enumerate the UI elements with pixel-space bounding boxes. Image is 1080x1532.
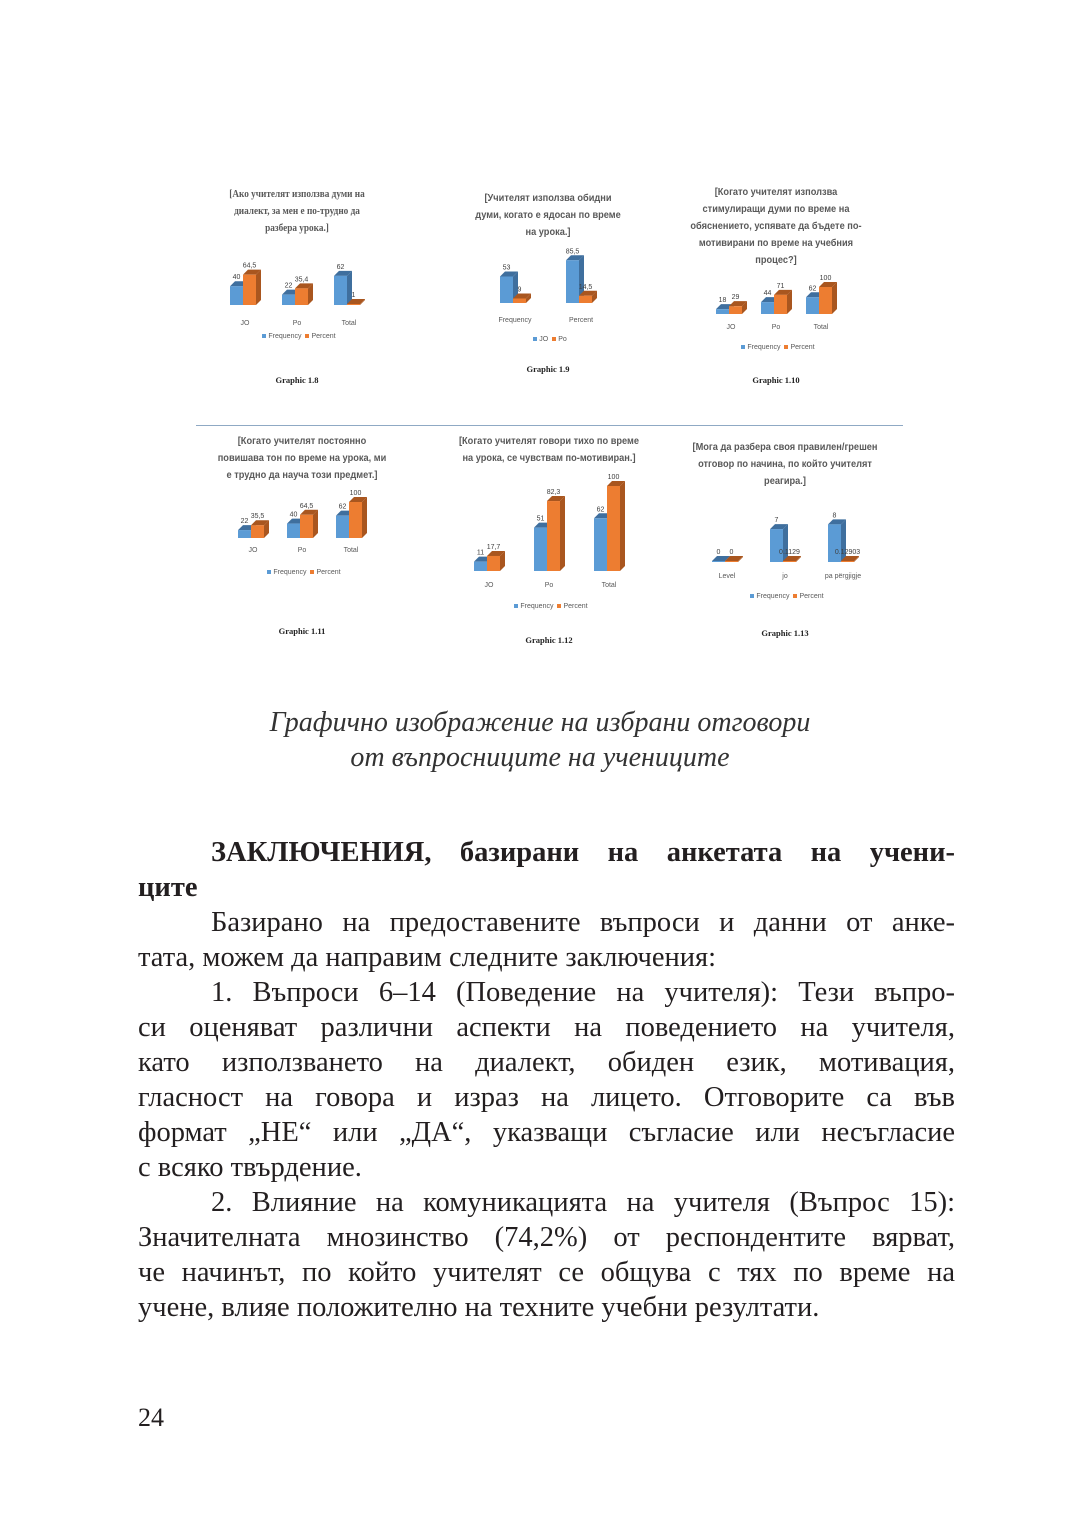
bar-plot	[695, 505, 875, 583]
chart-title-line: [Ако учителят използва думи на	[229, 189, 365, 200]
data-label: 100	[819, 275, 832, 282]
legend-label: Percent	[563, 603, 588, 610]
category-label: Total	[813, 324, 829, 331]
chart-legend	[661, 344, 891, 351]
bar-percent	[729, 306, 742, 314]
category-label: JO	[484, 582, 494, 589]
legend-label: Frequency	[747, 344, 781, 351]
chart-title-line: думи, когато е ядосан по време	[475, 209, 621, 221]
legend-swatch	[267, 570, 271, 574]
paragraph-line: 1. Въпроси 6–14 (Поведение на учителя): Тези въпро-	[211, 977, 955, 1008]
divider	[196, 425, 903, 426]
section-heading: ЗАКЛЮЧЕНИЯ, базирани на анкетата на учени-	[211, 837, 955, 868]
chart-title	[201, 433, 403, 484]
bar-plot	[207, 250, 387, 330]
paragraph-line: че начинът, по който учителят се общува с тях по време на	[138, 1257, 955, 1288]
chart-title-line: на урока.]	[525, 226, 571, 238]
data-label: 14,5	[578, 283, 593, 291]
paragraph-line: Значителната мнозинство (74,2%) от респондентите вярват,	[138, 1222, 955, 1253]
data-label: 62	[338, 503, 347, 511]
bar-side	[256, 270, 261, 305]
category-label: pa përgjigje	[824, 573, 862, 580]
paragraph-line: формат „НЕ“ или „ДА“, указващи съгласие или несъгласие	[138, 1117, 955, 1148]
chart-legend	[670, 593, 900, 600]
data-label: 22	[284, 282, 293, 290]
caption-line: Графично изображение на избрани отговори	[269, 707, 811, 738]
bar-frequency	[716, 309, 729, 314]
bar-frequency	[238, 530, 251, 538]
chart-title-line: реагира.]	[764, 475, 806, 487]
category-label: JO	[248, 547, 258, 554]
legend-swatch	[514, 604, 518, 608]
chart-title-line: разбера урока.]	[265, 223, 329, 234]
paragraph-line: гласност на говора и израз на лицето. Отговорите са във	[138, 1082, 955, 1113]
section-heading-cont: ците	[138, 872, 198, 903]
graphic-label: Graphic 1.8	[275, 375, 319, 385]
graphic-label: Graphic 1.11	[278, 626, 326, 636]
body-text	[138, 835, 955, 1325]
bar-plot	[458, 245, 638, 327]
legend-swatch	[552, 337, 556, 341]
legend-swatch	[750, 594, 754, 598]
bar-percent	[300, 515, 313, 538]
legend-swatch	[305, 334, 309, 338]
graphic-label: Graphic 1.10	[752, 375, 800, 385]
data-label: 11	[476, 549, 485, 557]
figure-caption	[140, 705, 940, 775]
category-label: Po	[292, 320, 302, 327]
bar-percent	[607, 486, 620, 571]
data-label: 1	[351, 292, 356, 299]
bar-percent	[349, 502, 362, 538]
bar-plot	[212, 485, 392, 557]
legend-swatch	[793, 594, 797, 598]
data-label: 82,3	[546, 489, 561, 497]
legend-label: Po	[558, 336, 567, 343]
bar-frequency	[594, 518, 607, 571]
legend-label: JO	[539, 336, 549, 343]
category-label: Po	[771, 324, 781, 331]
chart-title	[675, 184, 877, 269]
chart-title-line: [Когато учителят говори тихо по време	[458, 435, 640, 447]
bar-frequency	[534, 528, 547, 571]
bar-side	[783, 524, 788, 562]
chart-title-line: [Когато учителят постоянно	[237, 435, 367, 447]
chart-title-line: мотивирани по време на учебния	[698, 237, 854, 249]
bar-frequency	[828, 524, 841, 562]
bar-percent	[783, 561, 796, 562]
category-label: Total	[341, 320, 357, 327]
category-label: JO	[726, 324, 736, 331]
data-label: 0	[716, 549, 721, 556]
paragraph-line: учене, влияе положително на техните учебни резултати.	[138, 1292, 820, 1323]
paragraph-line: си оценяват различни аспекти на поведението на учителя,	[138, 1012, 955, 1043]
category-label: Percent	[568, 317, 594, 324]
chart-title-line: отговор по начина, по който учителят	[698, 458, 872, 470]
bar-percent	[725, 561, 738, 562]
chart-title-line: [Мога да разбера своя правилен/грешен	[692, 441, 878, 453]
legend-label: Percent	[316, 569, 341, 576]
legend-label: Frequency	[268, 333, 302, 340]
legend-swatch	[784, 345, 788, 349]
chart-title	[448, 433, 650, 467]
category-label: Level	[718, 573, 736, 580]
category-label: jo	[782, 573, 788, 580]
legend-swatch	[533, 337, 537, 341]
bar-jo	[566, 260, 579, 303]
chart-title-line: повишава тон по време на урока, ми	[217, 452, 387, 464]
data-label: 64,5	[242, 262, 257, 270]
graphic-label: Graphic 1.12	[525, 635, 573, 645]
data-label: 0	[729, 549, 734, 556]
legend-swatch	[741, 345, 745, 349]
bar-percent	[487, 556, 500, 571]
data-label: 71	[776, 282, 785, 290]
data-label: 44	[763, 290, 772, 298]
data-label: 22	[240, 518, 249, 526]
category-label: Total	[343, 547, 359, 554]
data-label: 85,5	[565, 248, 580, 256]
data-label: 51	[536, 515, 545, 523]
page-number: 24	[138, 1403, 164, 1432]
graphic-label: Graphic 1.13	[761, 628, 809, 638]
bar-frequency	[336, 516, 349, 538]
bar-frequency	[230, 286, 243, 305]
bar-side	[620, 481, 625, 571]
legend-swatch	[310, 570, 314, 574]
chart-title-line: обяснението, успявате да бъдете по-	[690, 220, 862, 232]
chart-legend	[434, 603, 664, 610]
legend-label: Percent	[799, 593, 824, 600]
bar-frequency	[806, 297, 819, 314]
data-label: 17,7	[486, 543, 501, 551]
data-label: 8	[832, 512, 837, 520]
chart-legend	[182, 333, 412, 340]
chart-title-line: диалект, за мен е по-трудно да	[234, 206, 360, 217]
legend-swatch	[262, 334, 266, 338]
data-label: 0.12903	[834, 549, 861, 556]
paragraph-line: Базирано на предоставените въпроси и данни от анке-	[211, 907, 955, 938]
data-label: 62	[596, 506, 605, 514]
bar-plot	[686, 270, 866, 334]
legend-label: Percent	[790, 344, 815, 351]
bar-percent	[243, 275, 256, 305]
data-label: 18	[718, 297, 727, 305]
data-label: 35,4	[294, 276, 309, 284]
chart-title-line: на урока, се чувствам по-мотивиран.]	[462, 452, 636, 464]
chart-title	[196, 186, 398, 237]
data-label: 100	[349, 490, 362, 497]
bar-frequency	[770, 529, 783, 562]
category-label: Total	[601, 582, 617, 589]
data-label: 0.1129	[779, 549, 800, 556]
bar-frequency	[282, 295, 295, 305]
bar-percent	[251, 525, 264, 538]
bar-po	[513, 299, 526, 304]
bar-frequency	[287, 524, 300, 538]
bar-frequency	[474, 562, 487, 571]
data-label: 40	[232, 274, 241, 282]
bar-percent	[347, 304, 360, 305]
chart-legend	[187, 569, 417, 576]
chart-title-line: процес?]	[755, 254, 797, 266]
bar-percent	[774, 295, 787, 314]
legend-swatch	[557, 604, 561, 608]
bar-side	[362, 497, 367, 538]
data-label: 35,5	[250, 513, 265, 521]
legend-label: Percent	[311, 333, 336, 340]
bar-plot	[459, 470, 639, 592]
chart-title-line: е трудно да науча този предмет.]	[226, 469, 378, 481]
category-label: Po	[297, 547, 307, 554]
category-label: Po	[544, 582, 554, 589]
legend-label: Frequency	[520, 603, 554, 610]
graphic-label: Graphic 1.9	[526, 364, 570, 374]
paragraph-line: с всяко твърдение.	[138, 1152, 362, 1183]
bar-side	[560, 496, 565, 571]
bar-percent	[295, 288, 308, 305]
paragraph-line: 2. Влияние на комуникацията на учителя (Въпрос 15):	[211, 1187, 955, 1218]
data-label: 64,5	[299, 502, 314, 510]
legend-label: Frequency	[273, 569, 307, 576]
chart-title	[447, 190, 649, 241]
bar-side	[832, 282, 837, 314]
category-label: Frequency	[498, 317, 532, 324]
data-label: 100	[607, 474, 620, 481]
data-label: 7	[774, 517, 779, 525]
bar-frequency	[761, 302, 774, 314]
bar-frequency	[712, 561, 725, 562]
chart-legend	[433, 336, 663, 343]
bar-jo	[500, 277, 513, 304]
bar-po	[579, 296, 592, 303]
chart-title-line: стимулиращи думи по време на	[702, 203, 850, 215]
paragraph-line: като използването на диалект, обиден език, мотивация,	[138, 1047, 955, 1078]
data-label: 62	[808, 285, 817, 293]
data-label: 29	[731, 294, 740, 302]
data-label: 53	[502, 264, 511, 272]
category-label: JO	[240, 320, 250, 327]
chart-title-line: [Когато учителят използва	[714, 186, 838, 198]
data-label: 40	[289, 511, 298, 519]
bar-percent	[819, 287, 832, 314]
bar-percent	[547, 501, 560, 571]
caption-line: от въпросниците на учениците	[350, 742, 730, 773]
chart-title	[684, 439, 886, 490]
chart-title-line: [Учителят използва обидни	[484, 192, 612, 204]
data-label: 9	[517, 286, 522, 294]
data-label: 62	[336, 263, 345, 271]
bar-frequency	[334, 276, 347, 305]
bar-percent	[841, 561, 854, 562]
legend-label: Frequency	[756, 593, 790, 600]
paragraph-line: тата, можем да направим следните заключения:	[138, 942, 717, 973]
